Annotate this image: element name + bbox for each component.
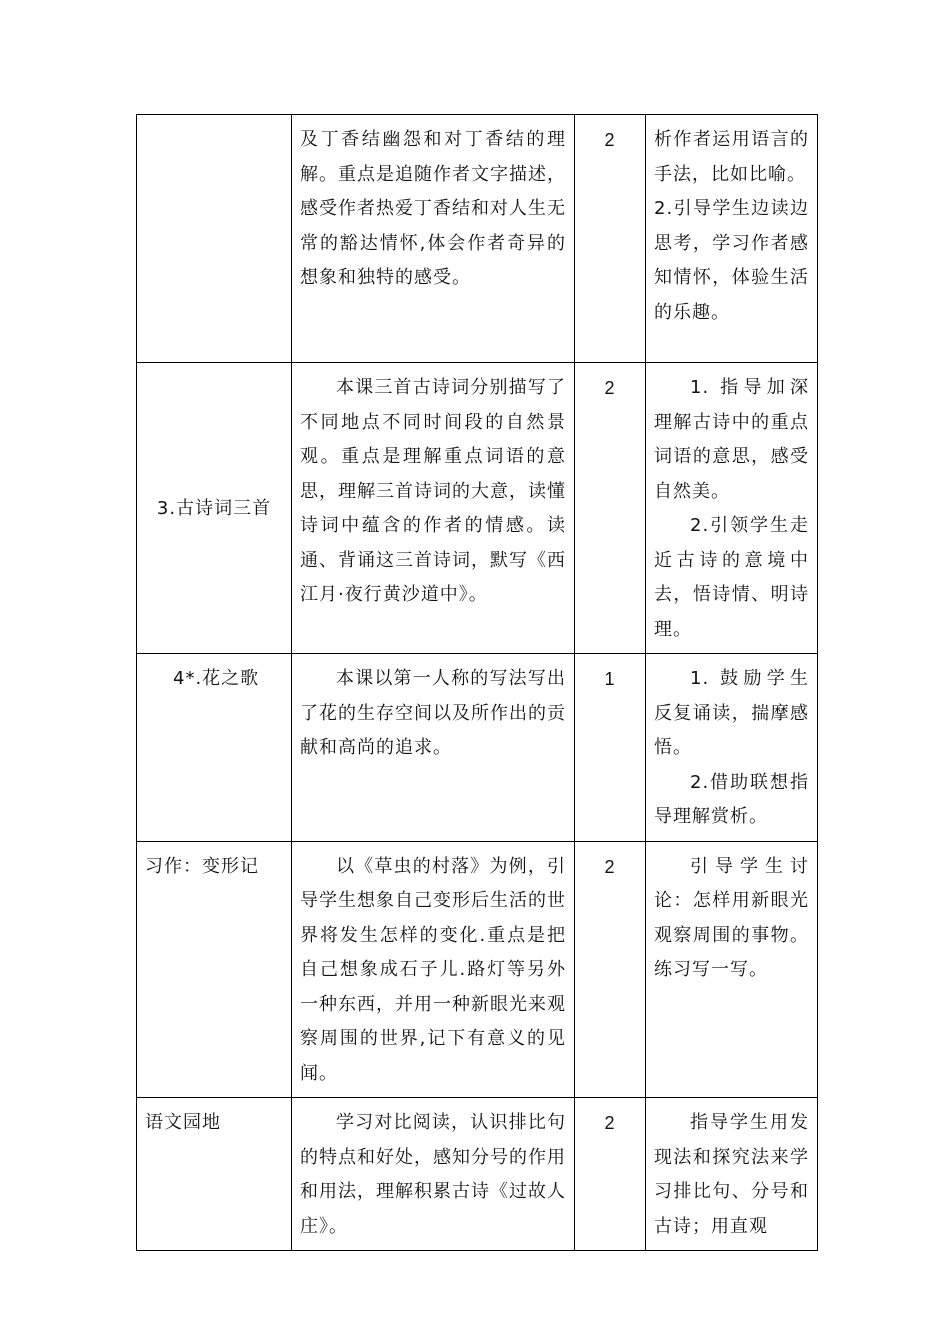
- method-text: 指导学生用发现法和探究法来学习排比句、分号和古诗；用直观: [654, 1112, 809, 1237]
- lesson-content-cell: [292, 115, 575, 363]
- lesson-content-cell: [292, 654, 575, 842]
- lesson-content-cell: [292, 1098, 575, 1251]
- table-row: [137, 841, 818, 1098]
- content-text: 本课三首古诗词分别描写了不同地点不同时间段的自然景观。重点是理解重点词语的意思，理解三首诗词的大意，读懂诗词中蕴含的作者的情感。读通、背诵这三首诗词，默写《西江月·夜行黄沙道中》。: [300, 377, 566, 605]
- teaching-method-cell: [646, 841, 818, 1098]
- method-text: 2.引领学生走近古诗的意境中去，悟诗情、明诗理。: [654, 515, 809, 640]
- lesson-title-cell: 习作：变形记: [137, 841, 292, 1098]
- table-row: [137, 654, 818, 842]
- teaching-method-cell: [646, 115, 818, 363]
- lesson-hours-cell: 2: [575, 1098, 646, 1251]
- method-text: 1. 指导加深理解古诗中的重点词语的意思，感受自然美。: [654, 377, 809, 502]
- method-text: 2.借助联想指导理解赏析。: [654, 771, 809, 827]
- table-row: [137, 115, 818, 363]
- table-row: [137, 363, 818, 654]
- lesson-hours-cell: 2: [575, 841, 646, 1098]
- teaching-method-cell: [646, 654, 818, 842]
- content-text: 以《草虫的村落》为例，引导学生想象自己变形后生活的世界将发生怎样的变化.重点是把自己想象成石子儿.路灯等另外一种东西，并用一种新眼光来观察周围的世界,记下有意义的见闻。: [300, 855, 566, 1084]
- lesson-hours-cell: 2: [575, 363, 646, 654]
- table-row: [137, 1098, 818, 1251]
- lesson-content-cell: [292, 363, 575, 654]
- lesson-hours-cell: 1: [575, 654, 646, 842]
- content-text: 及丁香结幽怨和对丁香结的理解。重点是追随作者文字描述，感受作者热爱丁香结和对人生无常的豁达情怀,体会作者奇异的想象和独特的感受。: [300, 129, 566, 288]
- teaching-method-cell: [646, 1098, 818, 1251]
- method-text: 析作者运用语言的手法，比如比喻。: [654, 129, 809, 185]
- lesson-plan-table: [136, 114, 818, 1251]
- method-text: 1. 鼓励学生反复诵读，揣摩感悟。: [654, 668, 809, 758]
- content-text: 本课以第一人称的写法写出了花的生存空间以及所作出的贡献和高尚的追求。: [300, 668, 566, 758]
- lesson-content-cell: [292, 841, 575, 1098]
- lesson-title-cell: 3.古诗词三首: [137, 363, 292, 654]
- lesson-hours-cell: 2: [575, 115, 646, 363]
- lesson-title-cell: 语文园地: [137, 1098, 292, 1251]
- lesson-title-cell: [137, 115, 292, 363]
- method-text: 2.引导学生边读边思考，学习作者感知情怀，体验生活的乐趣。: [654, 198, 809, 323]
- teaching-method-cell: [646, 363, 818, 654]
- lesson-title-cell: 4*.花之歌: [137, 654, 292, 842]
- content-text: 学习对比阅读，认识排比句的特点和好处，感知分号的作用和用法，理解积累古诗《过故人庄》。: [300, 1112, 566, 1237]
- method-text: 引导学生讨论：怎样用新眼光观察周围的事物。练习写一写。: [654, 855, 809, 980]
